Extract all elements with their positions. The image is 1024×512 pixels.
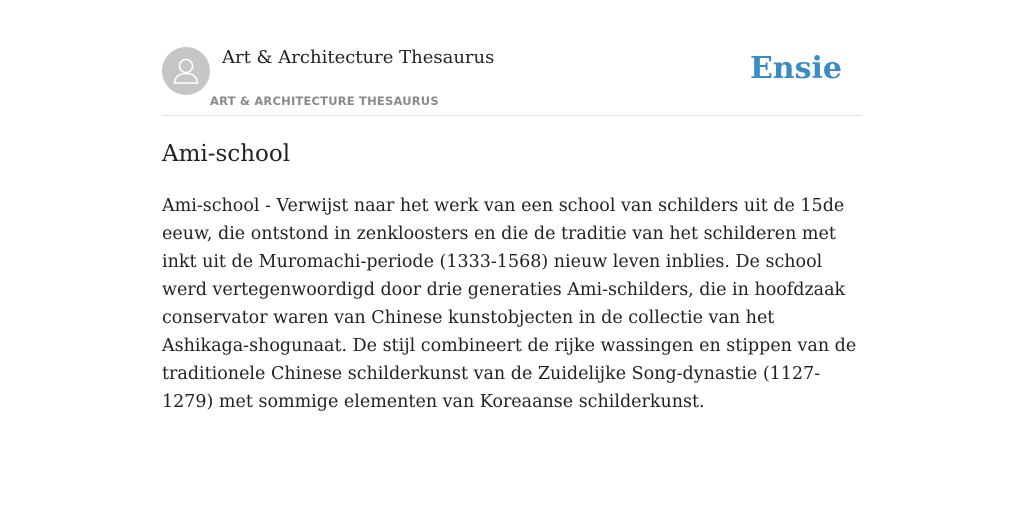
- user-icon: [162, 47, 210, 95]
- page-title: Ami-school: [162, 141, 291, 167]
- source-subtitle[interactable]: ART & ARCHITECTURE THESAURUS: [210, 94, 439, 108]
- source-title[interactable]: Art & Architecture Thesaurus: [222, 47, 495, 68]
- definition-text: Ami-school - Verwijst naar het werk van een school van schilders uit de 15de eeuw, die ontstond in zenkloosters en die de traditie van het schilderen met inkt uit de Muromachi-periode (1333-1568) nieuw leven inblies. De school werd vertegenwoordigd door drie generaties Ami-schilders, die in hoofdzaak conservator waren van Chinese kunstobjecten in de collectie van het Ashikaga-shogunaat. De stijl combineert de rijke wassingen en stippen van de traditionele Chinese schilderkunst van de Zuidelijke Song-dynastie (1127-1279) met sommige elementen van Koreaanse schilderkunst.: [162, 196, 857, 412]
- ensie-logo[interactable]: Ensie: [749, 51, 842, 86]
- source-avatar[interactable]: [162, 47, 210, 95]
- header-divider: [162, 115, 862, 116]
